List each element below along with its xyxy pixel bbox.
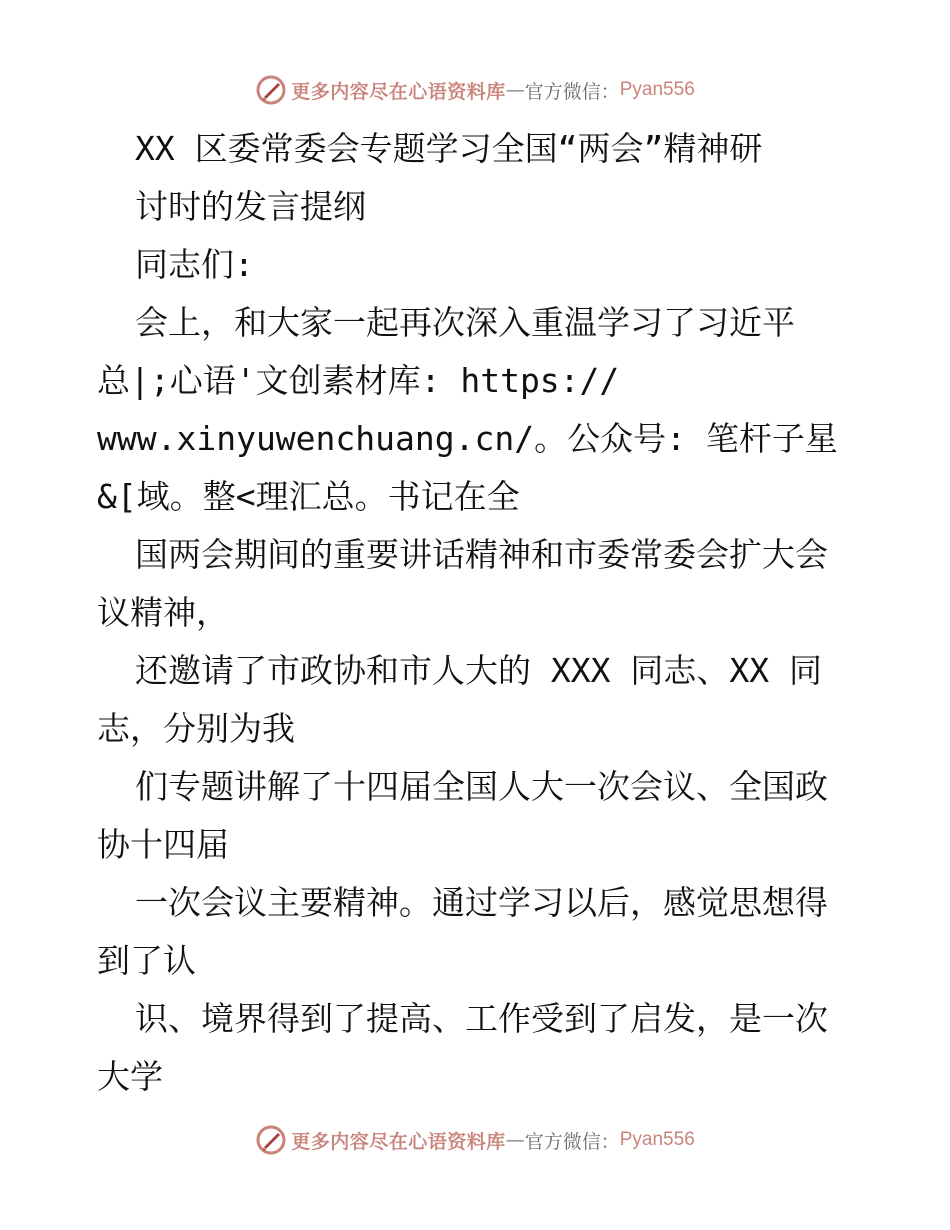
document-line: 大学 [97, 1057, 163, 1096]
quill-logo-icon [255, 74, 287, 106]
document-line: 国两会期间的重要讲话精神和市委常委会扩大会 [135, 535, 828, 574]
document-line: www.xinyuwenchuang.cn/。公众号: 笔杆子星 [97, 419, 838, 458]
document-line: 同志们: [135, 245, 254, 284]
document-line: 到了认 [97, 941, 196, 980]
footer-brand-text: 更多内容尽在心语资料库 [291, 1130, 506, 1153]
header-banner [0, 70, 950, 110]
header-contact-id: Pyan556 [619, 79, 695, 100]
footer-contact-label: 官方微信： [524, 1130, 620, 1153]
document-line: 议精神， [97, 593, 229, 632]
document-line: 协十四届 [97, 825, 229, 864]
document-line: 们专题讲解了十四届全国人大一次会议、全国政 [135, 767, 828, 806]
document-line: 识、境界得到了提高、工作受到了启发，是一次 [135, 999, 828, 1038]
document-line: 还邀请了市政协和市人大的 XXX 同志、XX 同 [135, 651, 822, 690]
footer-contact-id: Pyan556 [619, 1129, 695, 1150]
document-line: 讨时的发言提纲 [135, 187, 366, 226]
document-line: &[域。整<理汇总。书记在全 [97, 477, 520, 516]
header-brand-text: 更多内容尽在心语资料库 [291, 80, 506, 103]
footer-banner [0, 1120, 950, 1160]
document-line: 总|;心语'文创素材库: https:// [97, 361, 620, 400]
document-line: 会上，和大家一起再次深入重温学习了习近平 [135, 303, 795, 342]
header-separator: — [505, 79, 525, 101]
document-line: XX 区委常委会专题学习全国“两会”精神研 [135, 129, 763, 168]
footer-separator: — [505, 1129, 525, 1151]
document-line: 志，分别为我 [97, 709, 295, 748]
document-body [97, 120, 877, 1106]
quill-logo-icon [255, 1124, 287, 1156]
header-contact-label: 官方微信： [524, 80, 620, 103]
document-line: 一次会议主要精神。通过学习以后，感觉思想得 [135, 883, 828, 922]
